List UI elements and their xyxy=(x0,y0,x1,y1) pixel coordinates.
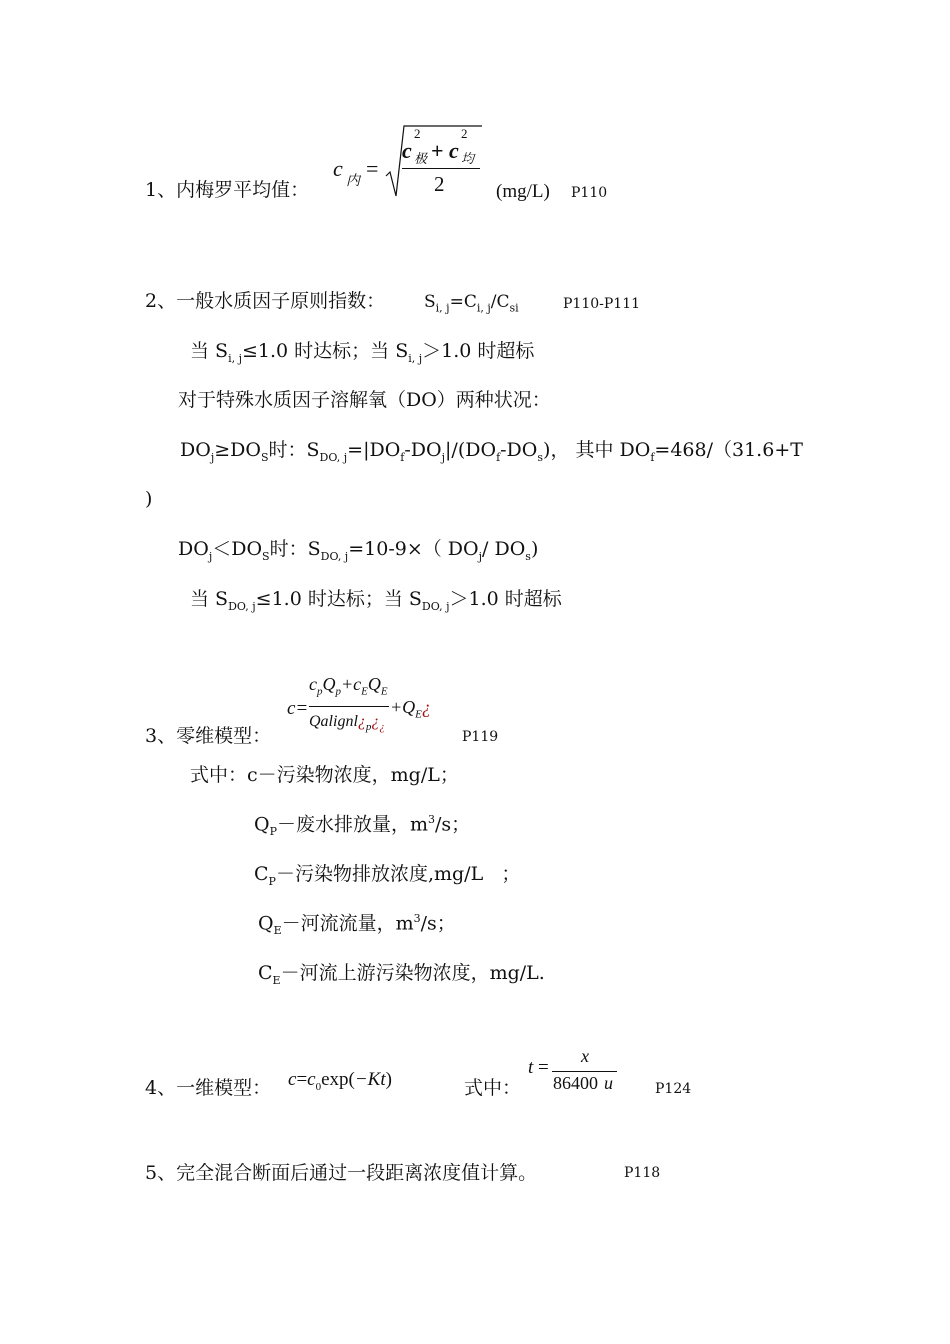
item-2-do-case-1: $DO_j\ge DO_S$时：$S_{DO, j}=|DO_f-DO_j|/(DO_f-DO_s)$， 其中 $DO_f=468/(31.6+T$ xyxy=(180,439,803,464)
item-4-label: 4、一维模型： xyxy=(145,1077,272,1099)
item-3-page-ref: P119 xyxy=(462,729,499,745)
item-3-def-cp: $C_P-$污染物排放浓度,mg/L ； xyxy=(254,863,521,888)
item-2-label: 2、一般水质因子原则指数： xyxy=(145,290,386,312)
item-2-formula: $S_{i, j}=C_{i, j}/C_{si}$ xyxy=(424,292,519,315)
item-3-def-ce: $C_E-$河流上游污染物浓度，mg/L. xyxy=(258,962,545,987)
item-4-page-ref: P124 xyxy=(655,1081,692,1097)
item-2-criteria: 当 $S_{i, j}\le 1.0$ 时达标；当 $S_{i, j}>1.0$ 时超标 xyxy=(190,340,535,365)
item-3-def-qp: $Q_P-$废水排放量，$m^3/s$； xyxy=(254,813,471,839)
item-3-def-qe: $Q_E-$河流流量，$m^3/s$； xyxy=(258,912,456,938)
item-4-where: 式中： xyxy=(464,1077,522,1099)
item-5-label: 5、完全混合断面后通过一段距离浓度值计算。 xyxy=(145,1162,538,1184)
item-1-label: 1、内梅罗平均值： xyxy=(145,179,310,201)
item-2-do-case-2: $DO_j<DO_S$时：$S_{DO, j}=10-9\times$（ $DO_j/$ $DO_s$) xyxy=(178,538,539,563)
item-5-page-ref: P118 xyxy=(624,1165,661,1181)
item-2-do-case-1-wrap: ) xyxy=(145,488,153,510)
item-2-do-intro: 对于特殊水质因子溶解氧（DO）两种状况： xyxy=(178,389,551,411)
item-1-page-ref: P110 xyxy=(571,185,608,201)
item-2-page-ref: P110-P111 xyxy=(563,296,641,312)
item-3-label: 3、零维模型： xyxy=(145,725,272,747)
item-4-formula: $c=c_0\exp(-Kt)$ xyxy=(288,1069,392,1093)
item-2-do-criteria: 当 $S_{DO, j}\le 1.0$ 时达标；当 $S_{DO, j}>1.0$ 时超标 xyxy=(190,588,562,613)
item-3-where: 式中：c－污染物浓度，mg/L； xyxy=(190,764,459,786)
item-1-unit: (mg/L) xyxy=(496,181,550,202)
